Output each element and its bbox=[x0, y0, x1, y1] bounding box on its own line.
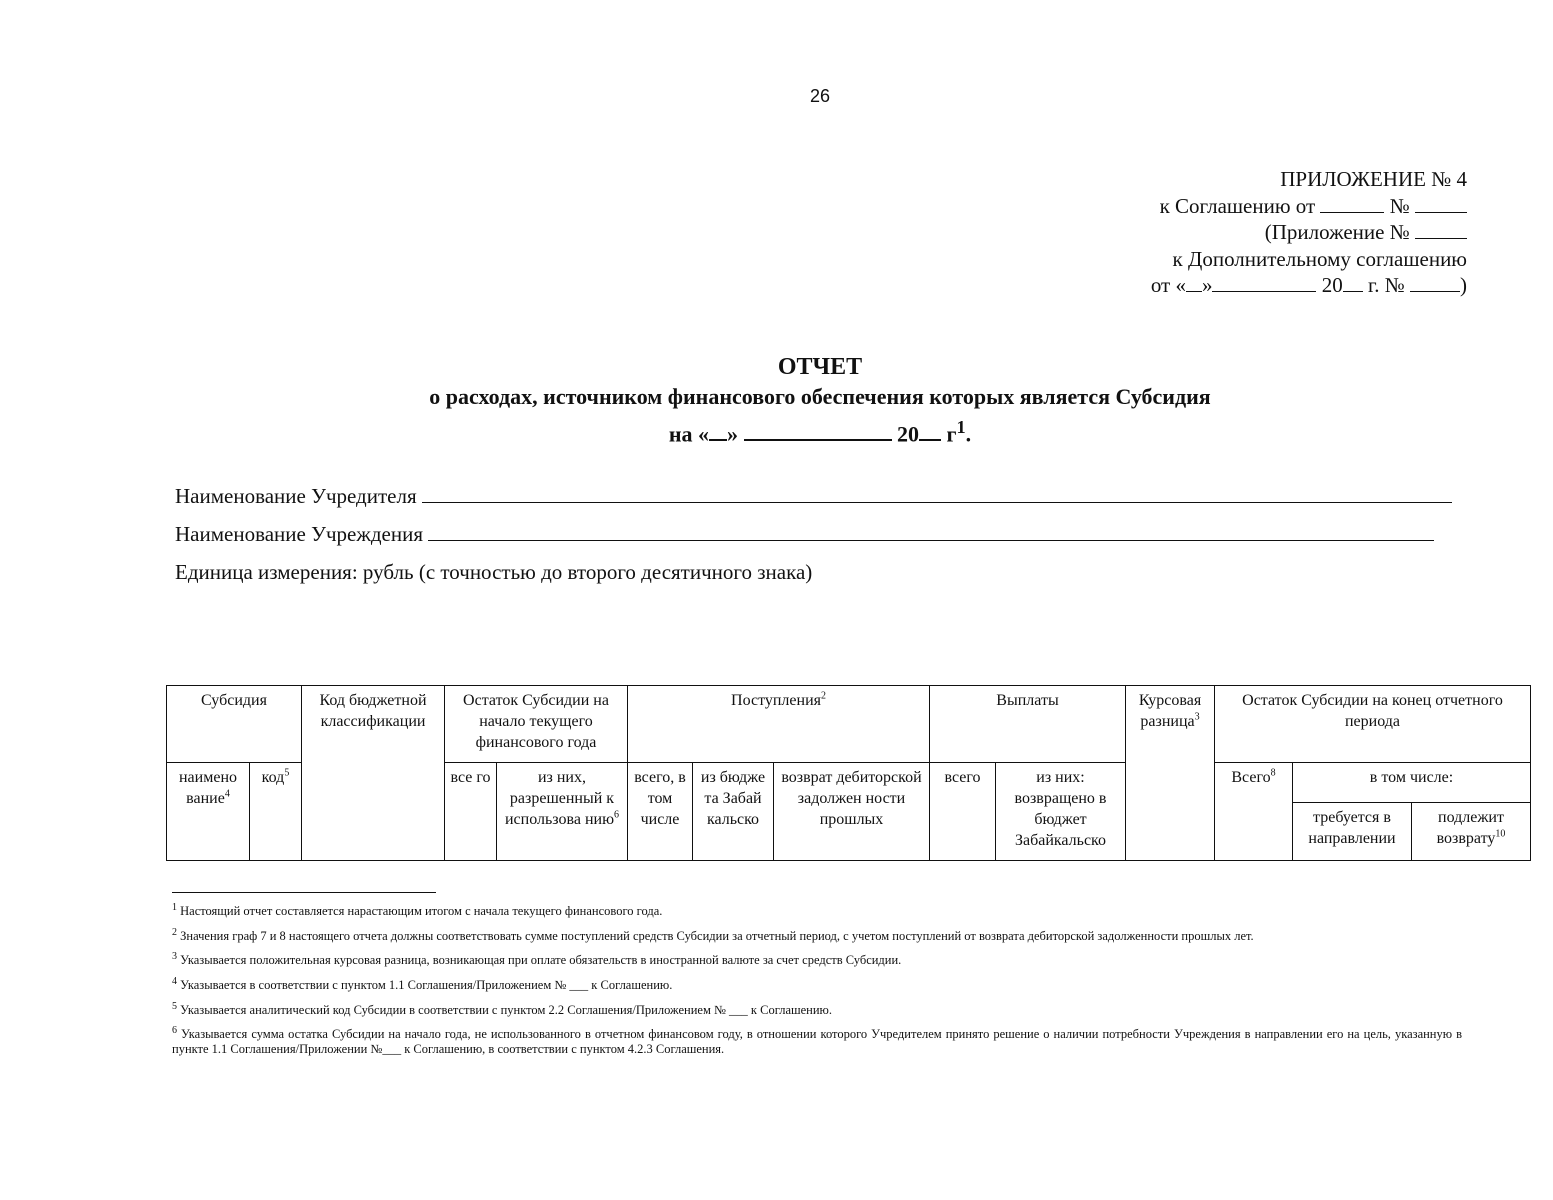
report-heading: ОТЧЕТ bbox=[777, 354, 863, 380]
founder-field bbox=[175, 482, 1452, 509]
col-kbk: Код бюджетной классификации bbox=[302, 686, 445, 861]
col-total-short: все го bbox=[445, 763, 497, 861]
additional-number-blank bbox=[1410, 273, 1460, 292]
footnote-item: $^6$ Указывается сумма остатка Субсидии на начало года, не использованного в отчетном финансовом году, в отношении которого Учредителем принято решение о наличии потребности Учреждения в направлении его на цель, указанную в пункте 1.1 Соглашения/Приложении №___ к Соглашению, в соответствии с пунктом 4.2.3 Соглашения. bbox=[172, 1025, 1463, 1057]
col-payments: Выплаты bbox=[930, 686, 1126, 763]
page-number: 26 bbox=[809, 86, 831, 106]
report-month-blank bbox=[744, 421, 892, 441]
institution-field bbox=[175, 520, 1434, 547]
footnote-item: $^3$ Указывается положительная курсовая разница, возникающая при оплате обязательств в иностранной валюте за счет средств Субсидии. bbox=[172, 951, 902, 968]
col-receipts: Поступления$^2$ bbox=[628, 686, 930, 763]
agreement-date-blank bbox=[1320, 194, 1384, 213]
col-code: код$^5$ bbox=[250, 763, 302, 861]
col-return-debt: возврат дебиторской задолжен ности прошлых bbox=[774, 763, 930, 861]
appendix-date-line: от « » 20 г. № ) bbox=[1150, 273, 1467, 297]
appendix-title: ПРИЛОЖЕНИЕ № 4 bbox=[1280, 167, 1467, 191]
appendix-sub-line: (Приложение № bbox=[1151, 219, 1467, 246]
sub-number-blank bbox=[1415, 220, 1467, 239]
footnote-item: $^2$ Значения граф 7 и 8 настоящего отчета должны соответствовать сумме поступлений средств Субсидии за отчетный период, с учетом поступлений от возврата дебиторской задолженности прошлых лет. bbox=[172, 926, 1254, 943]
col-required: требуется в направлении bbox=[1293, 803, 1412, 861]
report-year-blank bbox=[919, 421, 941, 441]
col-subsidy: Субсидия bbox=[167, 686, 302, 763]
report-date-line: на « » 20 $г^1$. bbox=[668, 417, 972, 447]
col-payments-total: всего bbox=[930, 763, 996, 861]
footnote-item: $^1$ Настоящий отчет составляется нарастающим итогом с начала текущего финансового года. bbox=[172, 902, 663, 919]
report-table bbox=[166, 685, 1531, 861]
day-blank bbox=[1186, 273, 1202, 292]
month-blank bbox=[1212, 273, 1316, 292]
unit-of-measure: Единица измерения: рубль (с точностью до второго десятичного знака) bbox=[175, 560, 813, 584]
col-total-incl: всего, в том числе bbox=[628, 763, 693, 861]
footnote-ref: 1 bbox=[956, 417, 966, 437]
institution-input-line[interactable] bbox=[428, 520, 1434, 541]
footnotes bbox=[172, 900, 1462, 1063]
col-end-total: Всего$^8$ bbox=[1215, 763, 1293, 861]
appendix-additional-line: к Дополнительному соглашению bbox=[1172, 246, 1467, 271]
col-returned: из них: возвращено в бюджет Забайкальско bbox=[996, 763, 1126, 861]
col-name: наимено вание$^4$ bbox=[167, 763, 250, 861]
report-day-blank bbox=[709, 421, 727, 441]
footnote-separator bbox=[172, 892, 436, 893]
report-title-block bbox=[0, 352, 1553, 449]
col-to-return: подлежит возврату$^{10}$ bbox=[1412, 803, 1531, 861]
agreement-number-blank bbox=[1415, 194, 1467, 213]
footnote-item: $^5$ Указывается аналитический код Субсидии в соответствии с пунктом 2.2 Соглашения/Приложением № ___ к Соглашению. bbox=[172, 1000, 833, 1017]
founder-label: Наименование Учредителя bbox=[175, 484, 417, 508]
col-allowed: из них, разрешенный к использова нию$^6$ bbox=[497, 763, 628, 861]
footnote-item: $^4$ Указывается в соответствии с пунктом 1.1 Соглашения/Приложением № ___ к Соглашению. bbox=[172, 975, 673, 993]
report-subheading: о расходах, источником финансового обеспечения которых является Субсидия bbox=[429, 384, 1211, 409]
col-exchange: Курсовая разница$^3$ bbox=[1126, 686, 1215, 861]
col-balance-end: Остаток Субсидии на конец отчетного периода bbox=[1215, 686, 1531, 763]
col-from-budget: из бюдже та Забай кальско bbox=[693, 763, 774, 861]
col-balance-start: Остаток Субсидии на начало текущего финансового года bbox=[445, 686, 628, 763]
founder-input-line[interactable] bbox=[422, 482, 1452, 503]
appendix-agreement-line: к Соглашению от № bbox=[1151, 193, 1467, 220]
col-including: в том числе: bbox=[1293, 763, 1531, 803]
appendix-block bbox=[1151, 166, 1467, 299]
institution-label: Наименование Учреждения bbox=[175, 522, 423, 546]
year-blank bbox=[1343, 273, 1363, 292]
